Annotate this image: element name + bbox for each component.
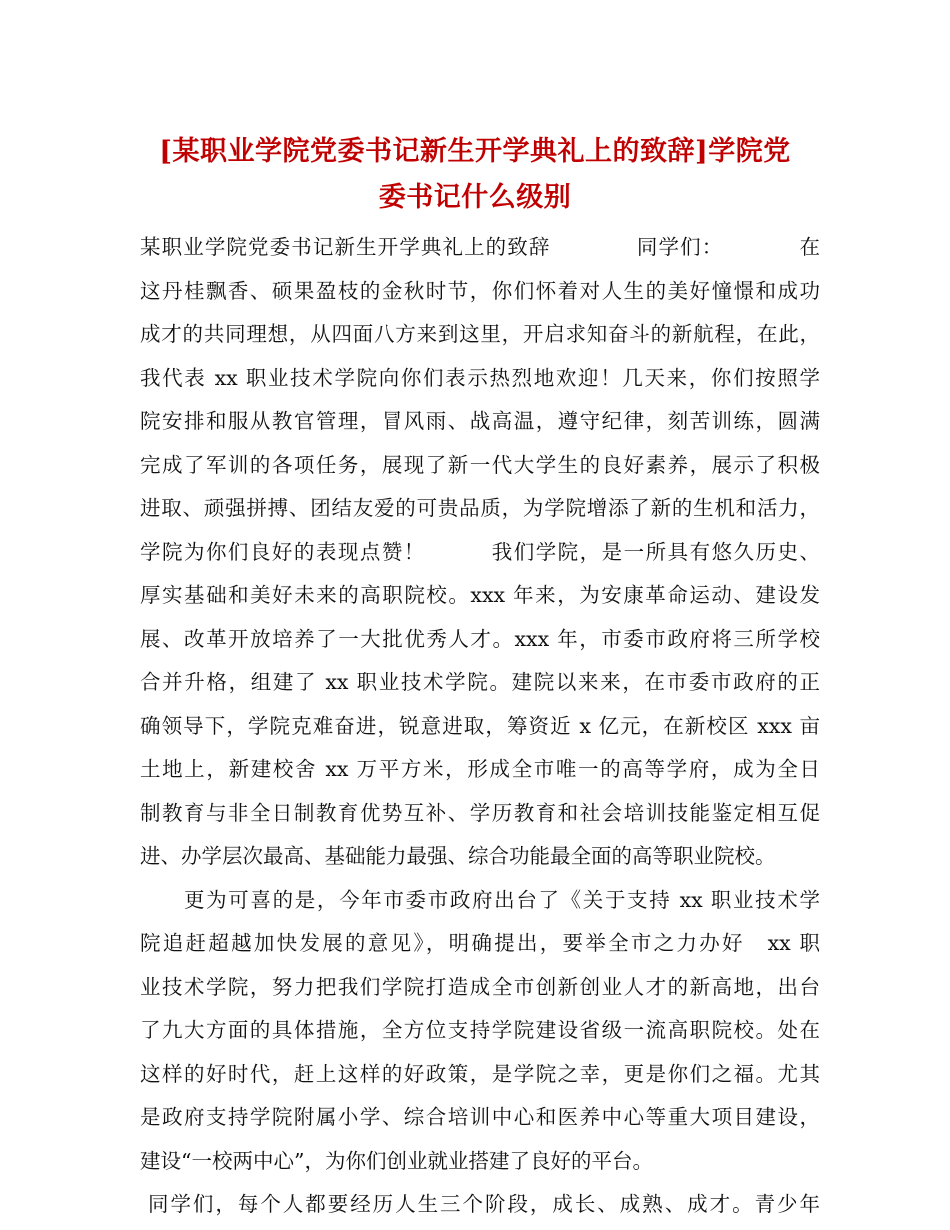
body-line: 这丹桂飘香、硕果盈枝的金秋时节，你们怀着对人生的美好憧憬和成功 [140, 278, 820, 303]
document-title-line-1: [某职业学院党委书记新生开学典礼上的致辞]学院党 [159, 136, 791, 167]
body-line: 是政府支持学院附属小学、综合培训中心和医养中心等重大项目建设， [140, 1105, 820, 1129]
body-line: 土地上，新建校舍 xx 万平方米，形成全市唯一的高等学府，成为全日 [140, 757, 820, 781]
body-line: 建设“一校两中心”，为你们创业就业搭建了良好的平台。 [140, 1148, 653, 1173]
document-body [140, 226, 820, 1227]
body-line: 院追赶超越加快发展的意见》，明确提出，要举全市之力办好 xx 职 [140, 931, 820, 955]
body-line: 合并升格，组建了 xx 职业技术学院。建院以来来，在市委市政府的正 [140, 670, 820, 694]
body-line: 业技术学院，努力把我们学院打造成全市创新创业人才的新高地，出台 [140, 974, 820, 999]
body-line: 制教育与非全日制教育优势互补、学历教育和社会培训技能鉴定相互促 [140, 800, 820, 825]
body-line: 某职业学院党委书记新生开学典礼上的致辞 同学们： 在 [140, 235, 820, 259]
body-line: 同学们，每个人都要经历人生三个阶段，成长、成熟、成才。青少年 [148, 1192, 820, 1216]
body-line: 学院为你们良好的表现点赞！ 我们学院，是一所具有悠久历史、 [140, 539, 820, 564]
body-line: 了九大方面的具体措施，全方位支持学院建设省级一流高职院校。处在 [140, 1018, 820, 1042]
body-line: 更为可喜的是，今年市委市政府出台了《关于支持 xx 职业技术学 [184, 887, 820, 912]
body-line: 成才的共同理想，从四面八方来到这里，开启求知奋斗的新航程，在此， [140, 322, 820, 346]
body-line: 我代表 xx 职业技术学院向你们表示热烈地欢迎！几天来，你们按照学 [140, 365, 820, 390]
body-line: 完成了军训的各项任务，展现了新一代大学生的良好素养，展示了积极 [140, 452, 820, 477]
body-line: 展、改革开放培养了一大批优秀人才。xxx 年，市委市政府将三所学校 [140, 626, 820, 651]
body-line: 进取、顽强拼搏、团结友爱的可贵品质，为学院增添了新的生机和活力， [140, 496, 820, 520]
body-line: 这样的好时代，赶上这样的好政策，是学院之幸，更是你们之福。尤其 [140, 1061, 820, 1086]
body-line: 厚实基础和美好未来的高职院校。xxx 年来，为安康革命运动、建设发 [140, 583, 820, 607]
body-line: 确领导下，学院克难奋进，锐意进取，筹资近 x 亿元，在新校区 xxx 亩 [140, 713, 820, 738]
document-title-line-2: 委书记什么级别 [378, 182, 572, 213]
body-line: 进、办学层次最高、基础能力最强、综合功能最全面的高等职业院校。 [140, 844, 776, 868]
body-line: 院安排和服从教官管理，冒风雨、战高温，遵守纪律，刻苦训练，圆满 [140, 409, 820, 433]
